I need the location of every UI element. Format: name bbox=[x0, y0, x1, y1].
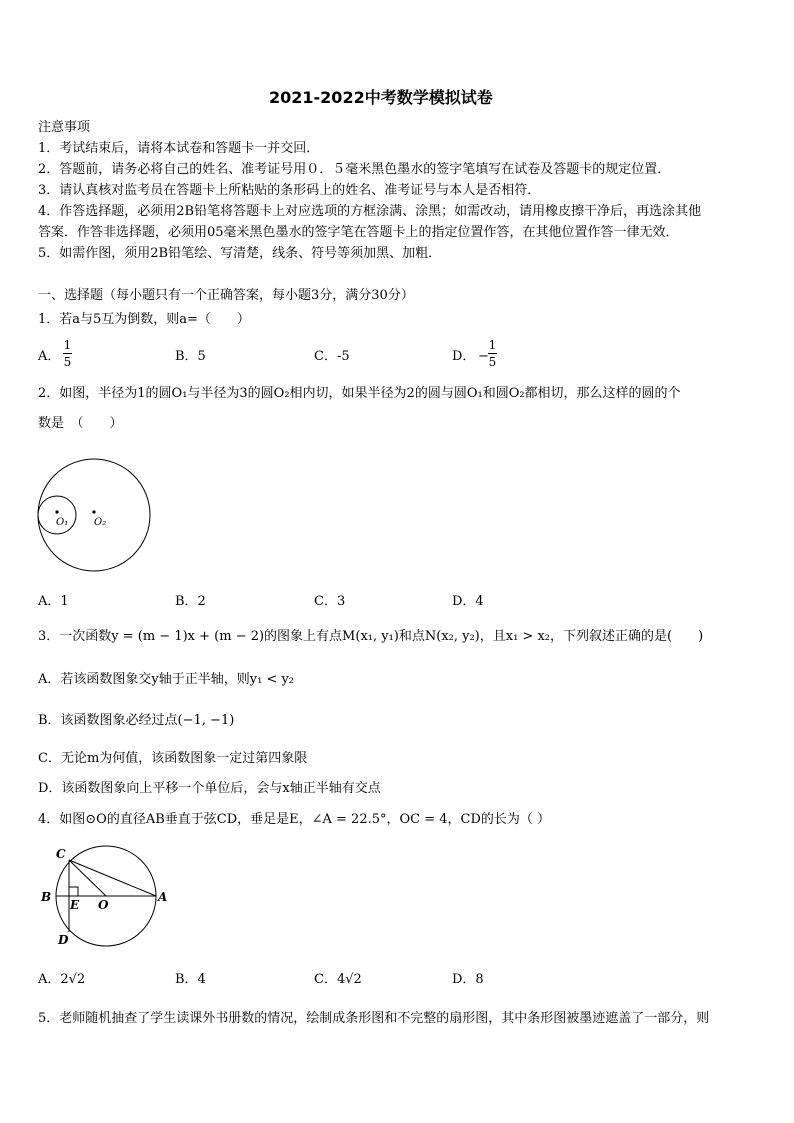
q1-option-d-sign: − bbox=[478, 349, 489, 364]
circle-o2 bbox=[38, 459, 150, 571]
segment-ca bbox=[69, 860, 156, 896]
q2-option-c: C．3 bbox=[314, 594, 346, 609]
q4-stem: 4．如图⊙O的直径AB垂直于弦CD，垂足是E，∠A = 22.5°，OC = 4，CD的长为（ ） bbox=[38, 812, 551, 827]
fraction-denominator: 5 bbox=[488, 355, 497, 369]
q4-option-b: B．4 bbox=[175, 972, 206, 987]
q2-circles-figure bbox=[30, 450, 160, 580]
fraction-numerator: 1 bbox=[63, 338, 72, 352]
notice-item-5: 5．如需作图，须用2B铅笔绘、写清楚，线条、符号等须加黑、加粗． bbox=[38, 246, 442, 261]
notice-item-4: 4．作答选择题，必须用2B铅笔将答题卡上对应选项的方框涂满、涂黑；如需改动，请用橡皮擦干净后，再选涂其他 bbox=[38, 204, 702, 219]
fraction-numerator: 1 bbox=[488, 338, 497, 352]
q1-option-d-fraction bbox=[488, 338, 497, 369]
label-e: E bbox=[70, 898, 80, 912]
q1-option-a-label: A． bbox=[38, 349, 61, 364]
q3-option-a: A．若该函数图象交y轴于正半轴，则y₁ < y₂ bbox=[38, 672, 295, 687]
label-b: B bbox=[41, 890, 52, 904]
q3-option-b: B．该函数图象必经过点(−1, −1) bbox=[38, 713, 235, 728]
notice-heading: 注意事项 bbox=[38, 120, 91, 135]
label-o: O bbox=[98, 898, 109, 912]
q4-option-a: A．2√2 bbox=[38, 972, 86, 987]
label-d: D bbox=[58, 933, 69, 947]
section-heading: 一、选择题（每小题只有一个正确答案，每小题3分，满分30分） bbox=[38, 288, 414, 303]
label-a: A bbox=[158, 890, 168, 904]
notice-item-2: 2．答题前，请务必将自己的姓名、准考证号用０．５毫米黑色墨水的签字笔填写在试卷及答题卡的规定位置． bbox=[38, 162, 671, 177]
fraction-denominator: 5 bbox=[63, 355, 72, 369]
right-angle-mark bbox=[69, 887, 78, 896]
fraction-bar bbox=[63, 353, 72, 354]
q2-option-a: A．1 bbox=[38, 594, 69, 609]
q4-circle-figure bbox=[36, 840, 176, 952]
q3-option-d: D．该函数图象向上平移一个单位后，会与x轴正半轴有交点 bbox=[38, 781, 381, 796]
label-o2: O₂ bbox=[94, 517, 107, 528]
notice-item-4-cont: 答案．作答非选择题，必须用05毫米黑色墨水的签字笔在答题卡上的指定位置作答，在其他位置作答一律无效． bbox=[38, 225, 679, 240]
segment-co bbox=[69, 860, 106, 896]
notice-item-3: 3．请认真核对监考员在答题卡上所粘贴的条形码上的姓名、准考证号与本人是否相符． bbox=[38, 183, 541, 198]
q2-stem-line1: 2．如图，半径为1的圆O₁与半径为3的圆O₂相内切，如果半径为2的圆与圆O₁和圆O₂都相切，那么这样的圆的个 bbox=[38, 386, 681, 401]
q5-stem: 5．老师随机抽查了学生读课外书册数的情况，绘制成条形图和不完整的扇形图，其中条形图被墨迹遮盖了一部分，则 bbox=[38, 1011, 710, 1026]
q1-stem: 1．若a与5互为倒数，则a=（ ） bbox=[38, 312, 250, 327]
q1-option-b: B．5 bbox=[175, 349, 206, 364]
q3-option-c: C．无论m为何值，该函数图象一定过第四象限 bbox=[38, 751, 308, 766]
q4-option-c: C．4√2 bbox=[314, 972, 362, 987]
center-o2-dot bbox=[92, 510, 95, 513]
q2-option-b: B．2 bbox=[175, 594, 206, 609]
label-c: C bbox=[56, 847, 66, 861]
notice-item-1: 1．考试结束后，请将本试卷和答题卡一并交回． bbox=[38, 141, 320, 156]
q2-option-d: D．4 bbox=[452, 594, 484, 609]
center-o1-dot bbox=[55, 510, 58, 513]
q4-option-d: D．8 bbox=[452, 972, 484, 987]
q2-stem-line2: 数是 （ ） bbox=[38, 416, 123, 431]
q1-option-c: C．-5 bbox=[314, 349, 350, 364]
q3-stem: 3．一次函数y = (m − 1)x + (m − 2)的图象上有点M(x₁, y₁)和点N(x₂, y₂)，且x₁ > x₂，下列叙述正确的是( ) bbox=[38, 629, 704, 644]
circle-o1 bbox=[38, 496, 76, 534]
fraction-bar bbox=[488, 353, 497, 354]
page-title: 2021-2022中考数学模拟试卷 bbox=[269, 88, 493, 107]
label-o1: O₁ bbox=[56, 517, 69, 528]
q1-option-a-fraction bbox=[63, 338, 72, 369]
q1-option-d-label: D． bbox=[452, 349, 476, 364]
